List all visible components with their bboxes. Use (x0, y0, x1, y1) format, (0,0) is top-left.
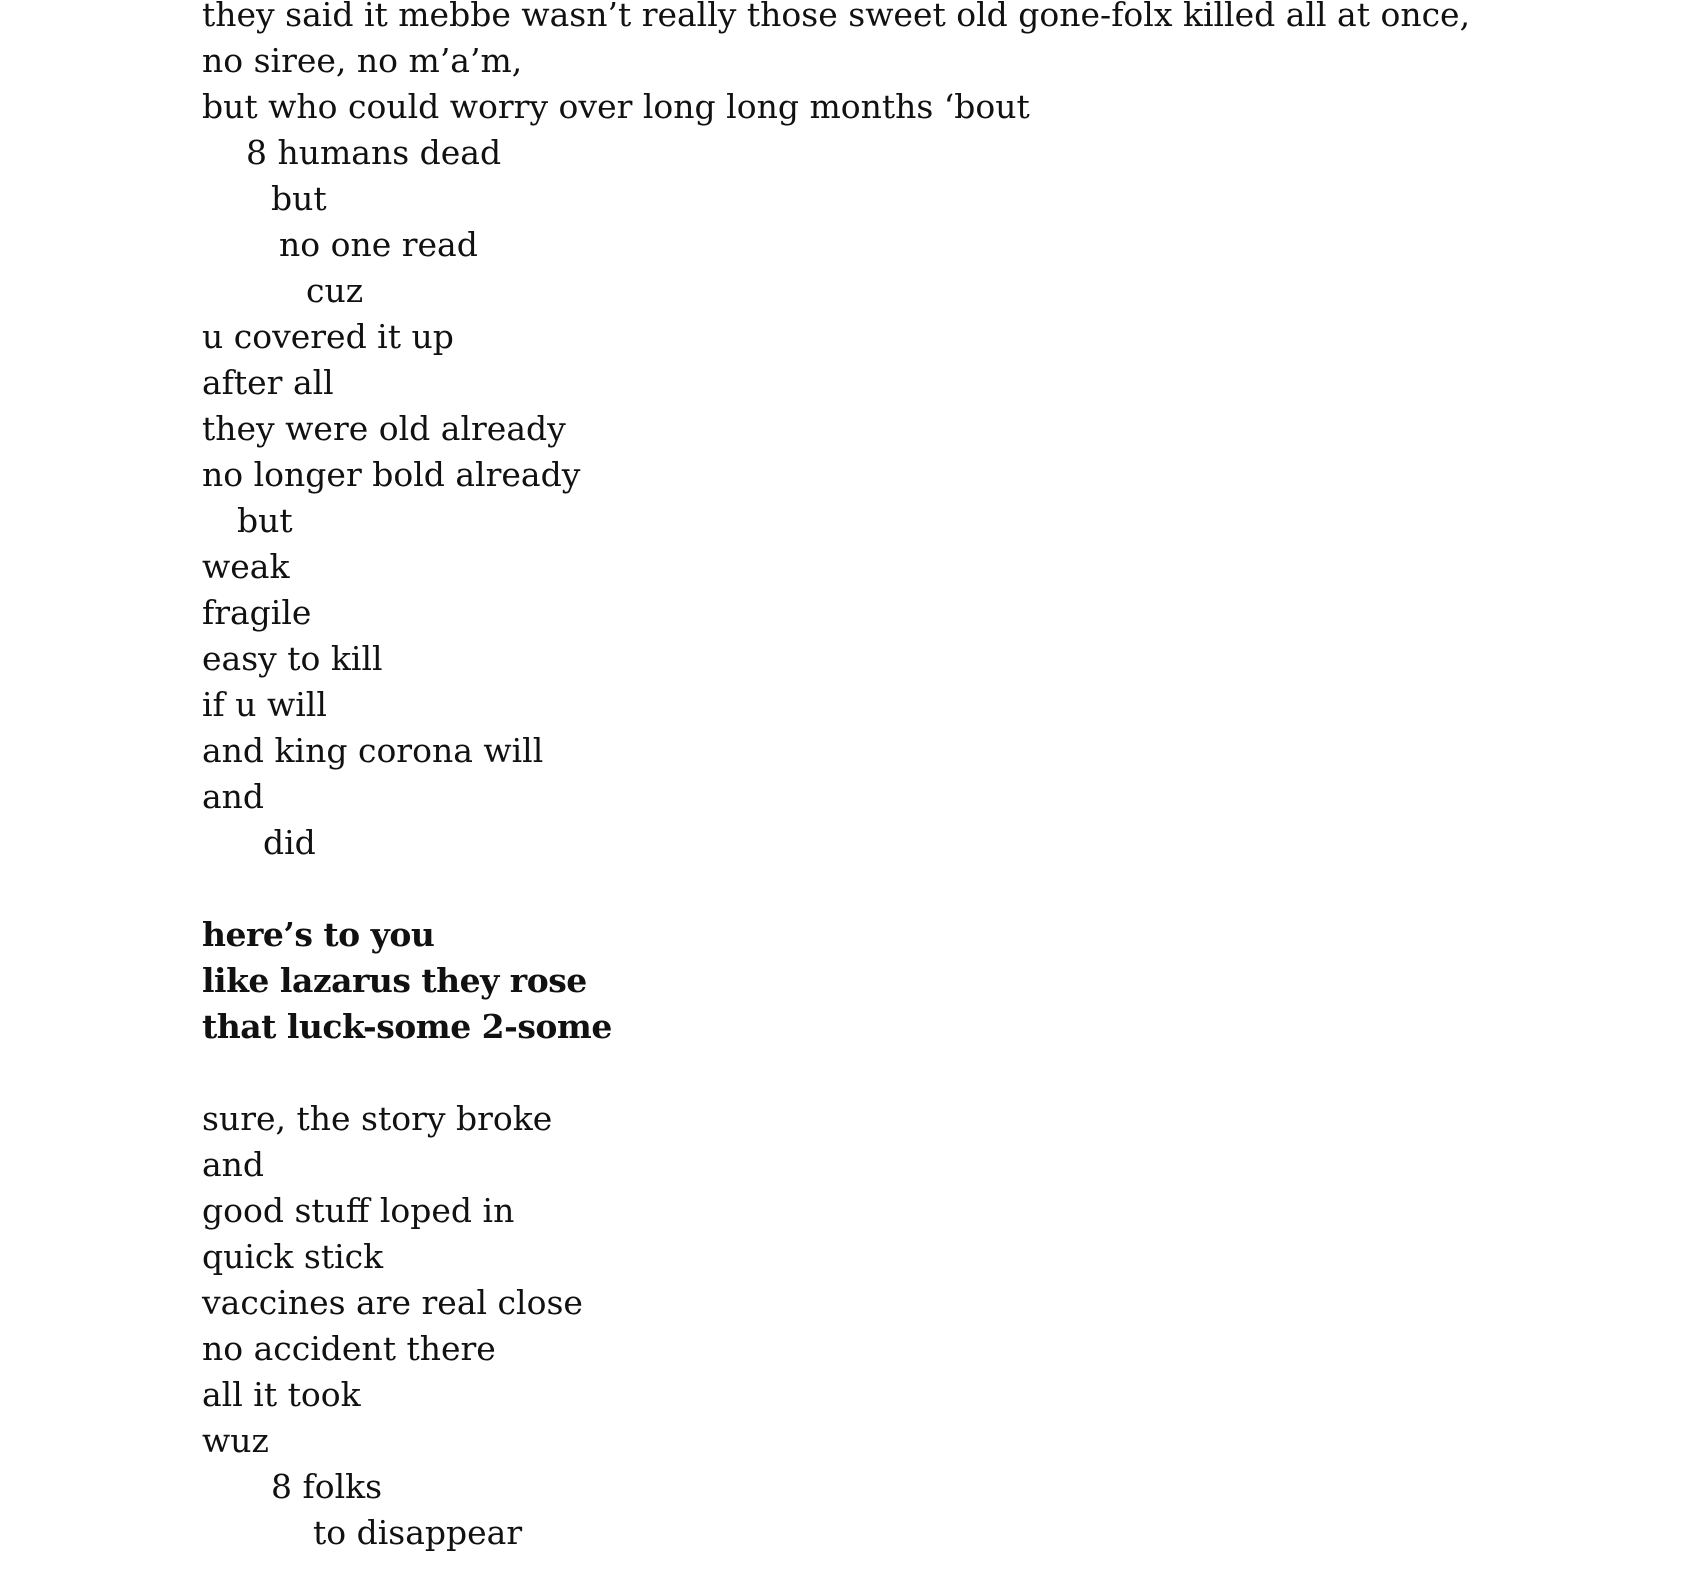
poem-line: did (263, 823, 316, 862)
poem-line: they were old already (202, 409, 566, 448)
poem-line: after all (202, 363, 334, 402)
poem-line: sure, the story broke (202, 1099, 553, 1138)
poem-line: good stuff loped in (202, 1191, 515, 1230)
poem-line: like lazarus they rose (202, 961, 587, 1000)
poem-line: no siree, no m’a’m, (202, 41, 523, 80)
poem-line: but (237, 501, 293, 540)
poem-line: wuz (202, 1421, 269, 1460)
poem-line: no accident there (202, 1329, 496, 1368)
poem-line: but who could worry over long long months ‘bout (202, 87, 1030, 126)
stanza-break (202, 1050, 1470, 1096)
poem-line: easy to kill (202, 639, 383, 678)
poem-text (202, 0, 1470, 1556)
poem-line: 8 folks (271, 1467, 383, 1506)
poem-line: u covered it up (202, 317, 454, 356)
poem-line: weak (202, 547, 290, 586)
poem-line: vaccines are real close (202, 1283, 583, 1322)
poem-line: and king corona will (202, 731, 544, 770)
poem-line: quick stick (202, 1237, 384, 1276)
poem-line: no one read (279, 225, 478, 264)
poem-line: cuz (306, 271, 364, 310)
poem-line: if u will (202, 685, 327, 724)
poem-line: here’s to you (202, 915, 435, 954)
poem-line: and (202, 1145, 265, 1184)
poem-line: all it took (202, 1375, 361, 1414)
poem-line: that luck-some 2-some (202, 1007, 612, 1046)
poem-line: to disappear (313, 1513, 523, 1552)
poem-line: 8 humans dead (246, 133, 502, 172)
poem-line: but (271, 179, 327, 218)
poem-line: and (202, 777, 265, 816)
poem-line: fragile (202, 593, 312, 632)
poem-line: they said it mebbe wasn’t really those sweet old gone-folx killed all at once, (202, 0, 1471, 34)
poem-line: no longer bold already (202, 455, 581, 494)
stanza-break (202, 866, 1470, 912)
